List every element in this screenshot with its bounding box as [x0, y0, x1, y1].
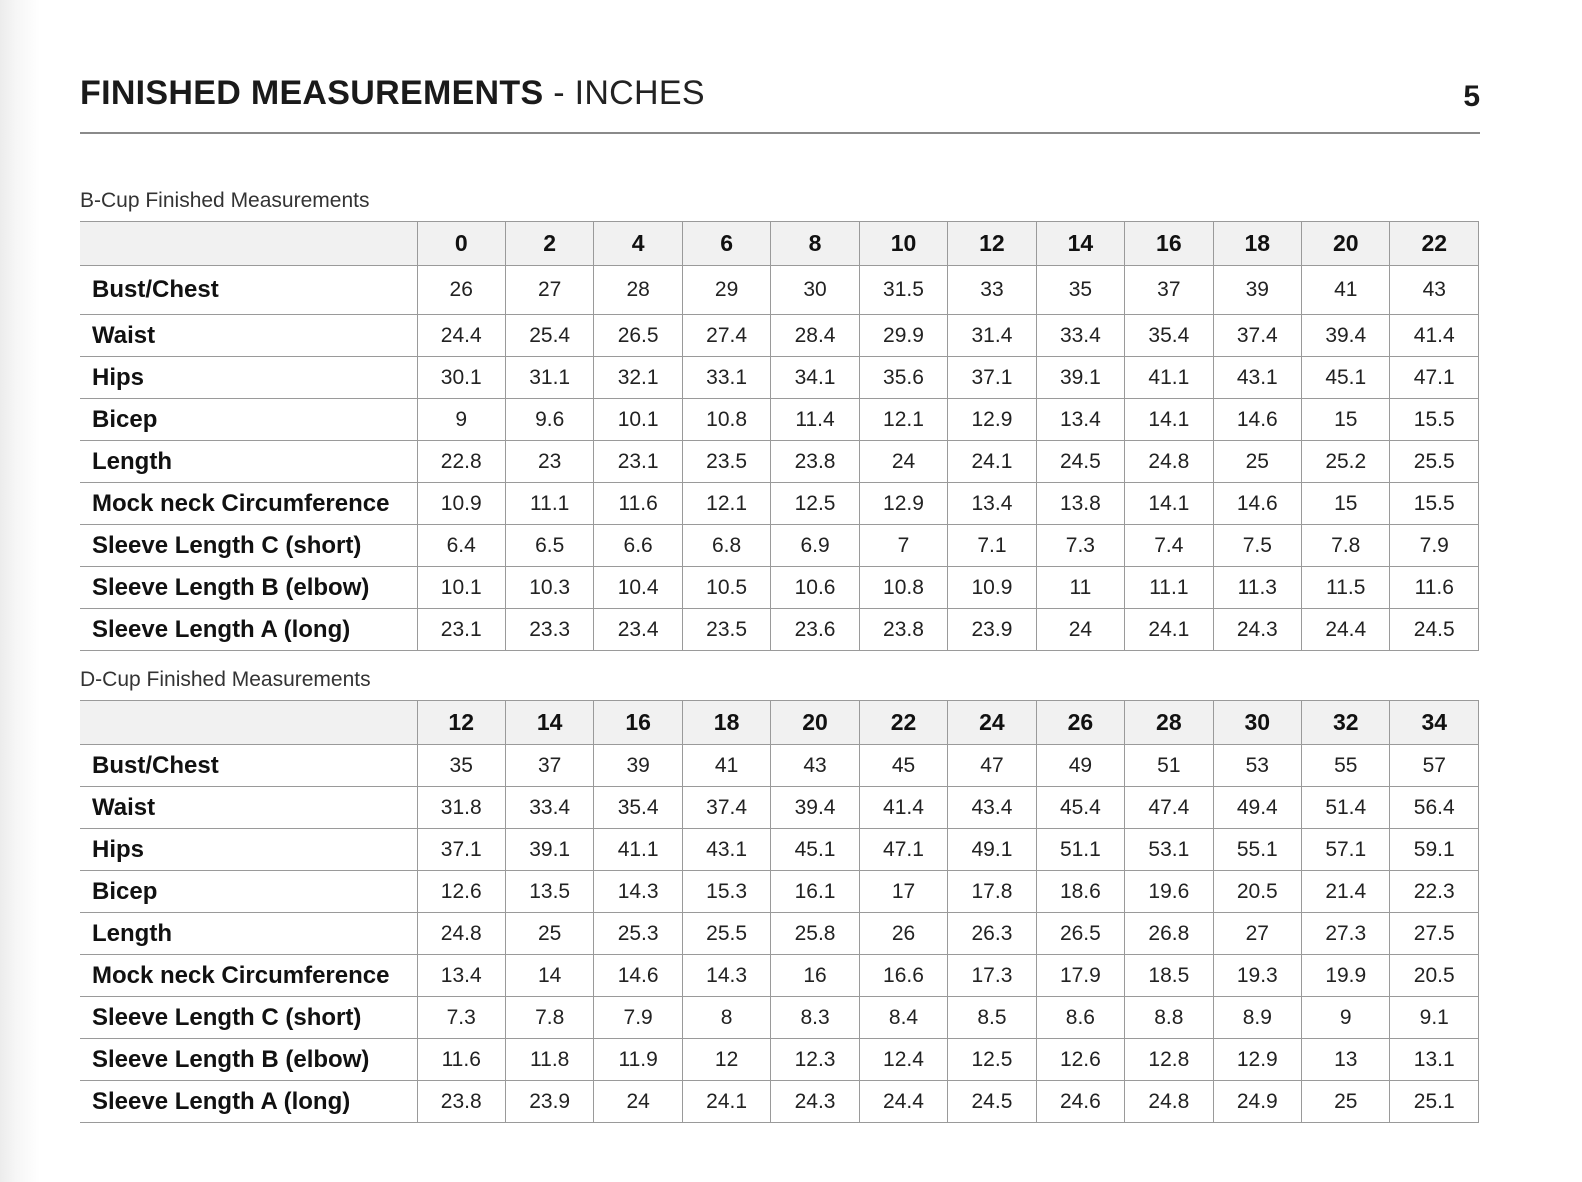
measurement-cell: 10.4 — [594, 567, 682, 609]
header-corner-cell — [80, 222, 417, 266]
measurement-cell: 24.5 — [1036, 441, 1124, 483]
measurement-cell: 35.6 — [859, 357, 947, 399]
measurement-cell: 12.6 — [417, 871, 505, 913]
row-label: Hips — [80, 357, 417, 399]
measurement-cell: 41 — [1302, 266, 1390, 315]
row-label: Mock neck Circumference — [80, 483, 417, 525]
measurement-cell: 7.3 — [1036, 525, 1124, 567]
measurement-cell: 13.8 — [1036, 483, 1124, 525]
measurement-cell: 24 — [1036, 609, 1124, 651]
table-row — [80, 567, 1479, 609]
measurement-cell: 19.6 — [1125, 871, 1213, 913]
b-cup-measurements-table — [80, 221, 1479, 651]
row-label: Sleeve Length A (long) — [80, 609, 417, 651]
measurement-cell: 12.5 — [771, 483, 859, 525]
measurement-cell: 12.9 — [1213, 1039, 1301, 1081]
measurement-cell: 7 — [859, 525, 947, 567]
table-row — [80, 745, 1479, 787]
measurement-cell: 11.1 — [505, 483, 593, 525]
size-header-cell: 26 — [1036, 701, 1124, 745]
measurement-cell: 7.1 — [948, 525, 1036, 567]
measurement-cell: 23.1 — [594, 441, 682, 483]
measurement-cell: 23.1 — [417, 609, 505, 651]
measurement-cell: 24.6 — [1036, 1081, 1124, 1123]
measurement-cell: 25.8 — [771, 913, 859, 955]
measurement-cell: 10.9 — [417, 483, 505, 525]
measurement-cell: 26 — [417, 266, 505, 315]
measurement-cell: 24.8 — [1125, 1081, 1213, 1123]
measurement-cell: 13 — [1302, 1039, 1390, 1081]
size-header-cell: 18 — [682, 701, 770, 745]
measurement-cell: 12.4 — [859, 1039, 947, 1081]
measurement-cell: 12.1 — [859, 399, 947, 441]
measurement-cell: 7.9 — [1390, 525, 1479, 567]
measurement-cell: 6.8 — [682, 525, 770, 567]
table-row — [80, 609, 1479, 651]
measurement-cell: 23.4 — [594, 609, 682, 651]
measurement-cell: 23.8 — [859, 609, 947, 651]
measurement-cell: 23.6 — [771, 609, 859, 651]
measurement-cell: 12 — [682, 1039, 770, 1081]
size-header-row — [80, 701, 1479, 745]
measurement-cell: 43.1 — [1213, 357, 1301, 399]
measurement-cell: 35.4 — [1125, 315, 1213, 357]
measurement-cell: 15.5 — [1390, 483, 1479, 525]
size-header-cell: 20 — [771, 701, 859, 745]
row-label: Bust/Chest — [80, 745, 417, 787]
size-header-cell: 20 — [1302, 222, 1390, 266]
measurement-cell: 10.8 — [682, 399, 770, 441]
measurement-cell: 8.8 — [1125, 997, 1213, 1039]
measurement-cell: 57.1 — [1302, 829, 1390, 871]
d-cup-caption: D-Cup Finished Measurements — [80, 668, 371, 691]
size-header-cell: 30 — [1213, 701, 1301, 745]
size-header-cell: 4 — [594, 222, 682, 266]
measurement-cell: 31.5 — [859, 266, 947, 315]
table-row — [80, 955, 1479, 997]
measurement-cell: 12.9 — [948, 399, 1036, 441]
measurement-cell: 6.4 — [417, 525, 505, 567]
size-header-cell: 34 — [1390, 701, 1479, 745]
measurement-cell: 10.3 — [505, 567, 593, 609]
measurement-cell: 51.1 — [1036, 829, 1124, 871]
page-header — [80, 62, 1480, 134]
measurement-cell: 14.3 — [682, 955, 770, 997]
measurement-cell: 27.5 — [1390, 913, 1479, 955]
measurement-cell: 20.5 — [1213, 871, 1301, 913]
measurement-cell: 29.9 — [859, 315, 947, 357]
table-row — [80, 1081, 1479, 1123]
measurement-cell: 41 — [682, 745, 770, 787]
measurement-cell: 41.4 — [1390, 315, 1479, 357]
row-label: Bicep — [80, 399, 417, 441]
measurement-cell: 55.1 — [1213, 829, 1301, 871]
measurement-cell: 35 — [417, 745, 505, 787]
measurement-cell: 47 — [948, 745, 1036, 787]
measurement-cell: 55 — [1302, 745, 1390, 787]
size-header-cell: 22 — [859, 701, 947, 745]
measurement-cell: 35 — [1036, 266, 1124, 315]
row-label: Sleeve Length C (short) — [80, 525, 417, 567]
measurement-cell: 15.5 — [1390, 399, 1479, 441]
measurement-cell: 18.5 — [1125, 955, 1213, 997]
measurement-cell: 12.8 — [1125, 1039, 1213, 1081]
measurement-cell: 7.9 — [594, 997, 682, 1039]
measurement-cell: 26.5 — [1036, 913, 1124, 955]
measurement-cell: 13.5 — [505, 871, 593, 913]
measurement-cell: 14.3 — [594, 871, 682, 913]
table-row — [80, 829, 1479, 871]
table-row — [80, 315, 1479, 357]
measurement-cell: 39 — [594, 745, 682, 787]
measurement-cell: 45 — [859, 745, 947, 787]
measurement-cell: 6.6 — [594, 525, 682, 567]
measurement-cell: 24.5 — [948, 1081, 1036, 1123]
measurement-cell: 24.5 — [1390, 609, 1479, 651]
measurement-cell: 9.1 — [1390, 997, 1479, 1039]
row-label: Sleeve Length B (elbow) — [80, 567, 417, 609]
table-row — [80, 266, 1479, 315]
measurement-cell: 10.5 — [682, 567, 770, 609]
row-label: Hips — [80, 829, 417, 871]
table-row — [80, 525, 1479, 567]
measurement-cell: 13.4 — [417, 955, 505, 997]
size-header-cell: 16 — [1125, 222, 1213, 266]
measurement-cell: 27 — [1213, 913, 1301, 955]
measurement-cell: 32.1 — [594, 357, 682, 399]
measurement-cell: 45.1 — [1302, 357, 1390, 399]
measurement-cell: 23.8 — [771, 441, 859, 483]
measurement-cell: 7.8 — [1302, 525, 1390, 567]
measurement-cell: 8.9 — [1213, 997, 1301, 1039]
page-number: 5 — [1463, 80, 1480, 113]
measurement-cell: 24 — [594, 1081, 682, 1123]
measurement-cell: 37.4 — [1213, 315, 1301, 357]
measurement-cell: 11.6 — [594, 483, 682, 525]
measurement-cell: 33 — [948, 266, 1036, 315]
measurement-cell: 10.8 — [859, 567, 947, 609]
measurement-cell: 7.4 — [1125, 525, 1213, 567]
measurement-cell: 14.1 — [1125, 399, 1213, 441]
measurement-cell: 24.4 — [417, 315, 505, 357]
size-header-cell: 12 — [948, 222, 1036, 266]
measurement-cell: 49 — [1036, 745, 1124, 787]
measurement-cell: 31.4 — [948, 315, 1036, 357]
row-label: Length — [80, 913, 417, 955]
measurement-cell: 14.6 — [1213, 399, 1301, 441]
size-header-cell: 32 — [1302, 701, 1390, 745]
measurement-cell: 37.1 — [948, 357, 1036, 399]
measurement-cell: 14 — [505, 955, 593, 997]
measurement-cell: 31.8 — [417, 787, 505, 829]
measurement-cell: 11.5 — [1302, 567, 1390, 609]
measurement-cell: 25.1 — [1390, 1081, 1479, 1123]
measurement-cell: 28.4 — [771, 315, 859, 357]
table-row — [80, 997, 1479, 1039]
row-label: Sleeve Length C (short) — [80, 997, 417, 1039]
measurement-cell: 8.6 — [1036, 997, 1124, 1039]
measurement-cell: 43 — [771, 745, 859, 787]
measurement-cell: 11.6 — [417, 1039, 505, 1081]
measurement-cell: 20.5 — [1390, 955, 1479, 997]
measurement-cell: 17 — [859, 871, 947, 913]
title-unit: - INCHES — [543, 74, 705, 112]
size-header-cell: 24 — [948, 701, 1036, 745]
measurement-cell: 24.3 — [1213, 609, 1301, 651]
size-header-cell: 22 — [1390, 222, 1479, 266]
measurement-cell: 51 — [1125, 745, 1213, 787]
measurement-cell: 10.1 — [417, 567, 505, 609]
measurement-cell: 37.4 — [682, 787, 770, 829]
measurement-cell: 25.4 — [505, 315, 593, 357]
measurement-cell: 37 — [505, 745, 593, 787]
measurement-cell: 25 — [1302, 1081, 1390, 1123]
measurement-cell: 39.1 — [505, 829, 593, 871]
d-cup-measurements-table — [80, 700, 1479, 1123]
measurement-cell: 17.9 — [1036, 955, 1124, 997]
measurement-cell: 49.4 — [1213, 787, 1301, 829]
measurement-cell: 39.1 — [1036, 357, 1124, 399]
measurement-cell: 8.5 — [948, 997, 1036, 1039]
measurement-cell: 29 — [682, 266, 770, 315]
size-header-cell: 12 — [417, 701, 505, 745]
measurement-cell: 59.1 — [1390, 829, 1479, 871]
measurement-cell: 25.2 — [1302, 441, 1390, 483]
size-header-cell: 18 — [1213, 222, 1301, 266]
measurement-cell: 24.1 — [682, 1081, 770, 1123]
measurement-cell: 33.4 — [1036, 315, 1124, 357]
measurement-cell: 16.6 — [859, 955, 947, 997]
measurement-cell: 19.3 — [1213, 955, 1301, 997]
size-header-cell: 6 — [682, 222, 770, 266]
measurement-cell: 11.3 — [1213, 567, 1301, 609]
measurement-cell: 15 — [1302, 399, 1390, 441]
measurement-cell: 24 — [859, 441, 947, 483]
table-row — [80, 871, 1479, 913]
measurement-cell: 26.5 — [594, 315, 682, 357]
size-header-cell: 14 — [1036, 222, 1124, 266]
measurement-cell: 26 — [859, 913, 947, 955]
measurement-cell: 37 — [1125, 266, 1213, 315]
size-header-cell: 16 — [594, 701, 682, 745]
measurement-cell: 53.1 — [1125, 829, 1213, 871]
measurement-cell: 12.9 — [859, 483, 947, 525]
measurement-cell: 37.1 — [417, 829, 505, 871]
measurement-cell: 10.6 — [771, 567, 859, 609]
measurement-cell: 23.3 — [505, 609, 593, 651]
measurement-cell: 6.9 — [771, 525, 859, 567]
measurement-cell: 13.4 — [948, 483, 1036, 525]
measurement-cell: 17.8 — [948, 871, 1036, 913]
row-label: Sleeve Length B (elbow) — [80, 1039, 417, 1081]
measurement-cell: 21.4 — [1302, 871, 1390, 913]
measurement-cell: 24.1 — [948, 441, 1036, 483]
measurement-cell: 14.1 — [1125, 483, 1213, 525]
row-label: Length — [80, 441, 417, 483]
table-row — [80, 1039, 1479, 1081]
size-header-cell: 28 — [1125, 701, 1213, 745]
measurement-cell: 14.6 — [1213, 483, 1301, 525]
measurement-cell: 12.5 — [948, 1039, 1036, 1081]
measurement-cell: 25.3 — [594, 913, 682, 955]
measurement-cell: 24.8 — [417, 913, 505, 955]
measurement-cell: 7.3 — [417, 997, 505, 1039]
measurement-cell: 24.3 — [771, 1081, 859, 1123]
measurement-cell: 8.4 — [859, 997, 947, 1039]
measurement-cell: 27.4 — [682, 315, 770, 357]
measurement-cell: 15 — [1302, 483, 1390, 525]
measurement-cell: 25.5 — [1390, 441, 1479, 483]
measurement-cell: 23.5 — [682, 609, 770, 651]
measurement-cell: 10.1 — [594, 399, 682, 441]
measurement-cell: 43 — [1390, 266, 1479, 315]
size-header-cell: 8 — [771, 222, 859, 266]
table-row — [80, 913, 1479, 955]
measurement-cell: 25 — [505, 913, 593, 955]
title-bold: FINISHED MEASUREMENTS — [80, 74, 544, 112]
measurement-cell: 11.4 — [771, 399, 859, 441]
size-header-cell: 14 — [505, 701, 593, 745]
measurement-cell: 16 — [771, 955, 859, 997]
measurement-cell: 11.1 — [1125, 567, 1213, 609]
measurement-cell: 19.9 — [1302, 955, 1390, 997]
measurement-cell: 56.4 — [1390, 787, 1479, 829]
page-title — [80, 74, 705, 113]
measurement-cell: 24.4 — [1302, 609, 1390, 651]
measurement-cell: 51.4 — [1302, 787, 1390, 829]
measurement-cell: 30.1 — [417, 357, 505, 399]
table-row — [80, 483, 1479, 525]
measurement-cell: 25 — [1213, 441, 1301, 483]
measurement-cell: 39.4 — [1302, 315, 1390, 357]
measurement-cell: 8.3 — [771, 997, 859, 1039]
measurement-cell: 30 — [771, 266, 859, 315]
measurement-cell: 33.4 — [505, 787, 593, 829]
measurement-cell: 6.5 — [505, 525, 593, 567]
measurement-cell: 24.1 — [1125, 609, 1213, 651]
measurement-cell: 27.3 — [1302, 913, 1390, 955]
measurement-cell: 16.1 — [771, 871, 859, 913]
measurement-cell: 17.3 — [948, 955, 1036, 997]
measurement-cell: 12.1 — [682, 483, 770, 525]
header-corner-cell — [80, 701, 417, 745]
measurement-cell: 35.4 — [594, 787, 682, 829]
measurement-cell: 34.1 — [771, 357, 859, 399]
measurement-cell: 12.6 — [1036, 1039, 1124, 1081]
measurement-cell: 15.3 — [682, 871, 770, 913]
measurement-cell: 25.5 — [682, 913, 770, 955]
measurement-cell: 57 — [1390, 745, 1479, 787]
measurement-cell: 26.8 — [1125, 913, 1213, 955]
measurement-cell: 39.4 — [771, 787, 859, 829]
b-cup-caption: B-Cup Finished Measurements — [80, 189, 370, 212]
table-row — [80, 357, 1479, 399]
measurement-cell: 45.1 — [771, 829, 859, 871]
size-header-row — [80, 222, 1479, 266]
measurement-cell: 27 — [505, 266, 593, 315]
measurement-cell: 18.6 — [1036, 871, 1124, 913]
measurement-cell: 53 — [1213, 745, 1301, 787]
size-header-cell: 10 — [859, 222, 947, 266]
measurement-cell: 28 — [594, 266, 682, 315]
measurement-cell: 39 — [1213, 266, 1301, 315]
measurement-cell: 10.9 — [948, 567, 1036, 609]
measurement-cell: 47.1 — [859, 829, 947, 871]
page-edge-shadow — [0, 0, 40, 1182]
size-header-cell: 2 — [505, 222, 593, 266]
measurement-cell: 23.9 — [948, 609, 1036, 651]
measurement-cell: 12.3 — [771, 1039, 859, 1081]
measurement-cell: 45.4 — [1036, 787, 1124, 829]
measurement-cell: 31.1 — [505, 357, 593, 399]
measurement-cell: 22.8 — [417, 441, 505, 483]
measurement-cell: 9 — [1302, 997, 1390, 1039]
measurement-cell: 41.1 — [1125, 357, 1213, 399]
measurement-cell: 23 — [505, 441, 593, 483]
measurement-cell: 41.4 — [859, 787, 947, 829]
measurement-cell: 23.8 — [417, 1081, 505, 1123]
measurement-cell: 33.1 — [682, 357, 770, 399]
measurement-cell: 23.5 — [682, 441, 770, 483]
table-row — [80, 787, 1479, 829]
measurement-cell: 49.1 — [948, 829, 1036, 871]
row-label: Sleeve Length A (long) — [80, 1081, 417, 1123]
measurement-cell: 13.1 — [1390, 1039, 1479, 1081]
measurement-cell: 7.5 — [1213, 525, 1301, 567]
measurement-cell: 43.1 — [682, 829, 770, 871]
measurement-cell: 14.6 — [594, 955, 682, 997]
row-label: Waist — [80, 315, 417, 357]
measurement-cell: 7.8 — [505, 997, 593, 1039]
measurement-cell: 47.4 — [1125, 787, 1213, 829]
table-row — [80, 441, 1479, 483]
measurement-cell: 9 — [417, 399, 505, 441]
measurement-cell: 24.8 — [1125, 441, 1213, 483]
measurement-cell: 47.1 — [1390, 357, 1479, 399]
measurement-cell: 9.6 — [505, 399, 593, 441]
row-label: Bicep — [80, 871, 417, 913]
measurement-cell: 11.9 — [594, 1039, 682, 1081]
measurement-cell: 11.8 — [505, 1039, 593, 1081]
measurement-cell: 13.4 — [1036, 399, 1124, 441]
measurement-cell: 23.9 — [505, 1081, 593, 1123]
measurement-cell: 26.3 — [948, 913, 1036, 955]
measurement-cell: 8 — [682, 997, 770, 1039]
measurement-cell: 22.3 — [1390, 871, 1479, 913]
size-header-cell: 0 — [417, 222, 505, 266]
row-label: Bust/Chest — [80, 266, 417, 315]
table-row — [80, 399, 1479, 441]
row-label: Waist — [80, 787, 417, 829]
measurement-cell: 41.1 — [594, 829, 682, 871]
measurement-cell: 11.6 — [1390, 567, 1479, 609]
row-label: Mock neck Circumference — [80, 955, 417, 997]
measurement-cell: 11 — [1036, 567, 1124, 609]
measurement-cell: 24.4 — [859, 1081, 947, 1123]
measurement-cell: 24.9 — [1213, 1081, 1301, 1123]
measurement-cell: 43.4 — [948, 787, 1036, 829]
